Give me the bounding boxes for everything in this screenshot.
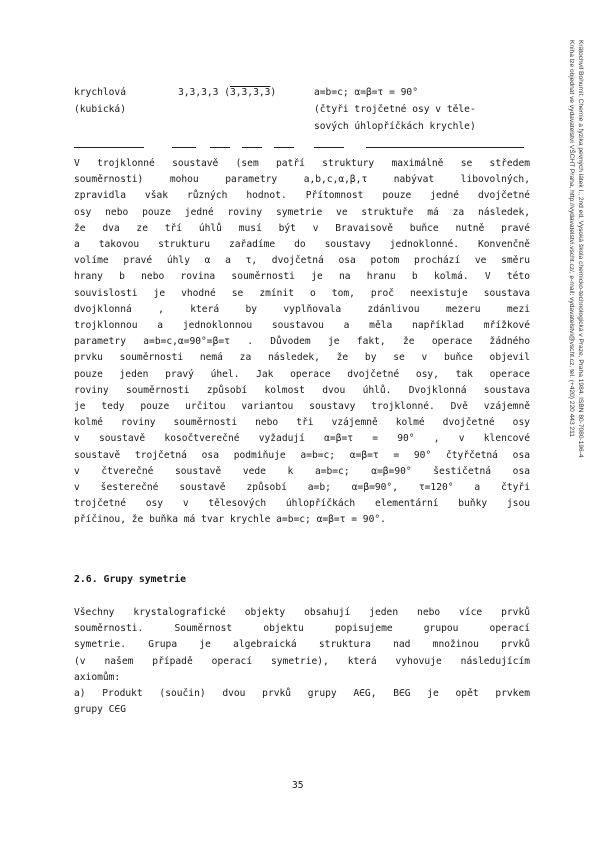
crystal-system-table xyxy=(74,84,534,135)
text-line: v čtverečné soustavě vede k a=b=c; α=β=90° šestičetná osa xyxy=(74,465,530,477)
system-name: (kubická) xyxy=(74,104,126,115)
table-bottom-rule xyxy=(74,147,524,149)
paragraph-grupy xyxy=(74,605,530,718)
lattice-condition: a=b=c; α=β=τ = 90° xyxy=(314,87,418,98)
text-line: osy nebo pouze jedné roviny symetrie ve struktuře má za následek, xyxy=(74,206,530,218)
lattice-condition: (čtyři trojčetné osy v těle- xyxy=(314,104,476,115)
section-heading: 2.6. Grupy symetrie xyxy=(74,574,187,585)
paragraph-trojklonna xyxy=(74,156,530,529)
text-line: pouze jeden pravý úhel. Jak operace dvojčetné osy, tak operace xyxy=(74,368,530,380)
text-line: kolmé roviny souměrnosti nebo tři vzájemně kolmé dvojčetné osy xyxy=(74,417,530,429)
citation-line: Krätochvíl Bohumil: Chemie a fyzika pevných látek I., 2nd ed. Vysoká škola chemicko-technologická v Praze, Praha 1984. ISBN 80-7080-196-4 xyxy=(577,40,584,458)
table-row xyxy=(74,118,534,135)
text-line: souměrnosti. Souměrnost objektu popisujeme grupou operací xyxy=(74,623,530,635)
text-line: souvislosti je vhodné se zmínit o tom, proč neexistuje soustava xyxy=(74,287,530,299)
table-row xyxy=(74,101,534,118)
text-line: V trojklonné soustavě (sem patří struktury maximálně se středem xyxy=(74,158,530,169)
text-line: souměrnosti) mohou parametry a,b,c,α,β,τ nabývat libovolných, xyxy=(74,174,530,186)
text-line: prvku souměrnosti nemá za následek, že by se v buňce objevil xyxy=(74,352,530,364)
text-line: grupy C∈G xyxy=(74,704,126,716)
text-line: symetrie. Grupa je algebraická struktura nad množinou prvků xyxy=(74,639,530,651)
text-line: trojklonnou a jednoklonnou soustavou a měla například mřížkové xyxy=(74,320,530,332)
text-line: soustavě trojčetná osa podmiňuje a=b=c; α=β=τ = 90° čtyřčetná osa xyxy=(74,449,530,461)
text-line: a takovou strukturu zařadíme do soustavy jednoklonné. Konvenčně xyxy=(74,239,530,251)
citation-line: Kniha lze objednat ve vydavatelství VŠCHT Praha, http://vydavatelstvi.vscht.cz/, e-mail: vydavatelstvi@vscht.cz, tel. (+420) 220 443 211 xyxy=(568,40,575,437)
text-line: a) Produkt (součin) dvou prvků grupy A∈G, B∈G je opět prvkem xyxy=(74,688,530,700)
citation-note xyxy=(567,40,585,680)
text-line: parametry a=b=c,α=90°=β=τ . Důvodem je fakt, že operace žádného xyxy=(74,336,530,348)
text-line: trojčetné osy v tělesových úhlopříčkách elementární buňky jsou xyxy=(74,498,530,510)
text-line: je tedy pouze určitou variantou soustavy trojklonné. Dvě vzájemně xyxy=(74,401,530,413)
text-line: dvojklonná , která by vyplňovala zdánlivou mezeru mezi xyxy=(74,303,530,315)
text-line: že dva ze tří úhlů musí být v Bravaisově buňce nutně pravé xyxy=(74,222,530,234)
text-line: (v našem případě operací symetrie), která vyhovuje následujícím xyxy=(74,655,530,667)
page-number: 35 xyxy=(292,780,304,791)
lattice-condition: sových úhlopříčkách krychle) xyxy=(314,121,476,132)
symmetry-symbol: 3,3,3,3 (3,3,3,3) xyxy=(178,87,277,98)
text-line: zpravidla však různých hodnot. Přítomnost pouze jedné dvojčetné xyxy=(74,190,530,202)
text-line: volíme pravé úhly α a τ, dvojčetná osa potom prochází ve směru xyxy=(74,255,530,267)
text-line: hrany b nebo rovina souměrnosti je na hranu b kolmá. V této xyxy=(74,271,530,283)
text-line: axiomům: xyxy=(74,671,121,683)
text-line: příčinou, že buňka má tvar krychle a=b=c; α=β=τ = 90°. xyxy=(74,514,386,526)
text-line: v soustavě kosočtverečné vyžadují α=β=τ = 90° , v klencové xyxy=(74,433,530,445)
text-line: v šesterečné soustavě způsobí a=b; α=β=90°, τ=120° a čtyři xyxy=(74,482,530,494)
text-line: Všechny krystalografické objekty obsahují jeden nebo více prvků xyxy=(74,607,530,618)
system-name: krychlová xyxy=(74,87,126,98)
table-row xyxy=(74,84,534,101)
text-line: roviny souměrnosti způsobí kolmost dvou úhlů. Dvojklonná soustava xyxy=(74,384,530,396)
